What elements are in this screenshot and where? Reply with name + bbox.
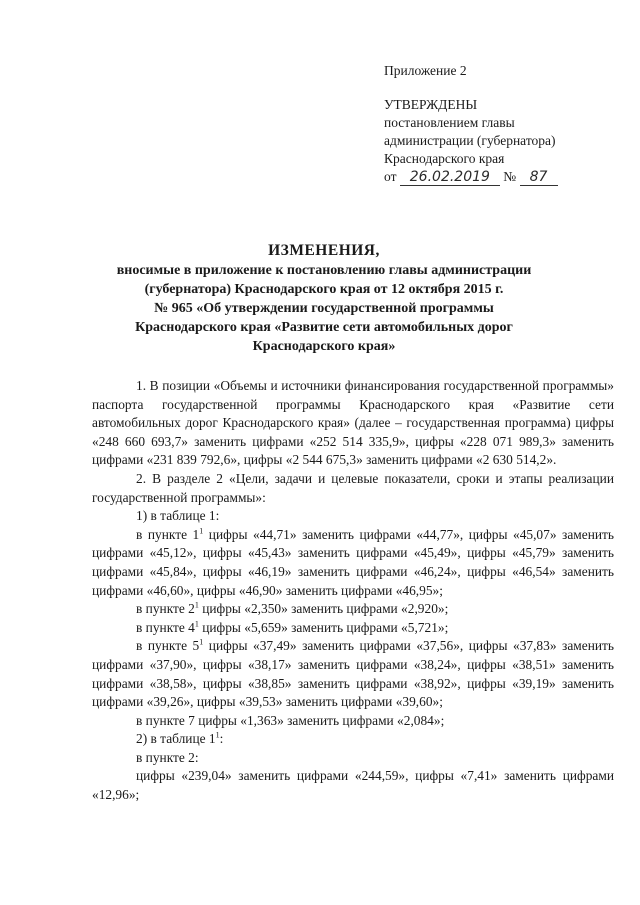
approval-line-3: Краснодарского края: [384, 151, 505, 166]
spacer: [384, 80, 624, 96]
superscript: 1: [194, 619, 199, 629]
handwritten-number: 87: [520, 169, 558, 186]
superscript: 1: [215, 730, 220, 740]
title-line-2: (губернатора) Краснодарского края от 12 октября 2015 г.: [144, 282, 504, 297]
superscript: 1: [199, 526, 204, 536]
paragraph-5-rest: цифры «2,350» заменить цифрами «2,920»;: [198, 601, 449, 617]
paragraph-10: в пункте 2:: [136, 749, 199, 765]
handwritten-date: 26.02.2019: [400, 169, 500, 186]
paragraph-5: [92, 600, 614, 619]
superscript: 1: [194, 600, 199, 610]
approved-label: УТВЕРЖДЕНЫ: [384, 97, 478, 112]
title-line-3: № 965 «Об утверждении государственной программы: [154, 301, 494, 316]
approval-line-1: постановлением главы: [384, 115, 515, 130]
title-main: ИЗМЕНЕНИЯ,: [268, 242, 380, 259]
paragraph-4-start: в пункте 1: [136, 526, 200, 542]
document-title: [90, 240, 558, 356]
number-label: №: [503, 169, 517, 184]
paragraph-2: 2. В разделе 2 «Цели, задачи и целевые показатели, сроки и этапы реализации государственной программы»:: [92, 470, 614, 505]
paragraph-9-start: 2) в таблице 1: [136, 731, 216, 747]
paragraph-8: в пункте 7 цифры «1,363» заменить цифрами «2,084»;: [136, 712, 445, 728]
superscript: 1: [199, 637, 204, 647]
paragraph-7: [92, 637, 614, 711]
approval-date-line: [384, 168, 624, 186]
title-line-5: Краснодарского края»: [252, 339, 396, 354]
paragraph-7-rest: цифры «37,49» заменить цифрами «37,56», цифры «37,83» заменить цифрами «37,90», цифры «38,17» заменить цифрами «38,24», цифры «38,51» заменить цифрами «38,58», цифры «38,85» заменить цифрами «38,92», цифры «39,19» заменить цифрами «39,26», цифры «39,53» заменить цифрами «39,60»;: [92, 638, 614, 710]
title-line-1: вносимые в приложение к постановлению главы администрации: [116, 263, 532, 278]
paragraph-6-start: в пункте 4: [136, 619, 195, 635]
appendix-label: Приложение 2: [384, 63, 467, 78]
paragraph-6: [92, 619, 614, 638]
paragraph-4: [92, 526, 614, 600]
paragraph-4-rest: цифры «44,71» заменить цифрами «44,77», цифры «45,07» заменить цифрами «45,12», цифры «45,43» заменить цифрами «45,49», цифры «45,79» заменить цифрами «45,84», цифры «46,19» заменить цифрами «46,24», цифры «46,54» заменить цифрами «46,60», цифры «46,90» заменить цифрами «46,95»;: [92, 526, 614, 598]
from-label: от: [384, 169, 397, 184]
paragraph-9-rest: :: [219, 731, 224, 747]
approval-block: [384, 62, 624, 186]
paragraph-7-start: в пункте 5: [136, 638, 200, 654]
paragraph-1: 1. В позиции «Объемы и источники финансирования государственной программы» паспорта государственной программы Краснодарского края «Развитие сети автомобильных дорог Краснодарского края» (далее – государственная программа) цифры «248 660 693,7» заменить цифрами «252 514 335,9», цифры «228 071 989,3» заменить цифрами «231 839 792,6», цифры «2 544 675,3» заменить цифрами «2 630 514,2».: [92, 378, 614, 468]
title-line-4: Краснодарского края «Развитие сети автомобильных дорог: [135, 320, 513, 335]
paragraph-3: 1) в таблице 1:: [136, 508, 220, 524]
paragraph-6-rest: цифры «5,659» заменить цифрами «5,721»;: [198, 619, 449, 635]
paragraph-9: [92, 730, 614, 749]
document-body: [92, 377, 614, 805]
paragraph-5-start: в пункте 2: [136, 601, 195, 617]
paragraph-11: цифры «239,04» заменить цифрами «244,59», цифры «7,41» заменить цифрами «12,96»;: [92, 768, 614, 803]
approval-line-2: администрации (губернатора): [384, 133, 556, 148]
